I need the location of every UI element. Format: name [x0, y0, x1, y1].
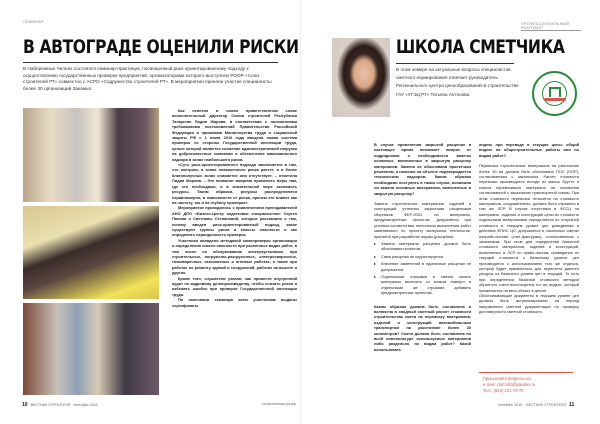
left-footer — [22, 402, 98, 408]
paragraph: Кроме того, слушатели узнали, как провести внутренний аудит по кадровому делопроизводству, чтобы снизить риски и избежать ошибок при проверке Государственной инспекции труда. — [172, 275, 297, 297]
right-page — [300, 0, 600, 424]
list-item: ▸ Внесение изменений в единичные расценки не допускается. — [374, 261, 471, 272]
right-footer — [498, 402, 574, 408]
qa-column-2 — [479, 142, 579, 320]
contact-prompt: Присылайте вопросы на — [483, 376, 531, 381]
magazine-name: ВЕСТНИК СТРОИТЕЛЯ — [526, 403, 566, 407]
list-item: ▸ Отдельными строками в сметах можно материалы включить со знаком «минус» и отдельными же строками добавить предусмотренные проектом. — [374, 274, 471, 296]
list-item: ▸ Сама расценка не корректируется. — [374, 254, 471, 259]
page-number: 10 — [22, 402, 28, 408]
site-url: строительная-ра.рф — [262, 402, 296, 406]
paragraph: По окончании семинара всем участникам выданы сертификаты. — [172, 297, 297, 308]
answer: Замена строительных материалов, изделий и конструкций, учтенных закрытыми расценками сборников ФЕР-2001, на материалы, предусмотренные проектом, допускается при условии соответствия технологии выполнения работ заменяемого по проекту материала технологии, принятой при разработке нормы (расценки): — [374, 201, 471, 239]
qa-column-1 — [374, 142, 471, 357]
page-number: 11 — [568, 402, 575, 408]
contact-info — [483, 376, 577, 394]
paragraph: «Суть риск-ориентированного подхода заключается в том, что контроль в зонах повышенного риска растет, а в более благополучных зонах снижается или отсутствует, – отметила Лидия Жарова. – Это позволит вовремя применять меры там, где это необходимо, и в значительной мере экономить ресурсы. Таким образом, ресурсы распределяются неравномерно, в зависимости от риска, причем это влияет как на частоту, так и на глубину проверок». — [172, 162, 297, 205]
article-title: ШКОЛА СМЕТЧИКА — [396, 36, 565, 58]
article-body — [172, 108, 297, 308]
photo-handshake — [23, 108, 159, 202]
list-item: ▸ Замена материала расценки должна быть обоснована проектом. — [374, 241, 471, 252]
answer: Перевозка строительных материалов на расстояние более 30 км должна быть обоснована ПОС (ПОР), согласованным с заказчиком. Расчет стоимости перевозки производится исходя из массы брутто и класса перевозимого материала на основании согласованной с заказчиком транспортной схемы. При этом стоимость перевозки относится на стоимость материалов, следовательно, должна быть отражена в том же ЛСР. В случае отсутствия в ФССЦ на материалы, изделия и конструкции цены их стоимость отдельными материалами определяется по отпускной стоимости в текущем уровне цен доведенная в действие ФПИС ЦС, допускается в локальных сметах попрайс-листам (счет-фактурам), согласованным с заказчиком. При этом для определения базисной стоимости материалов, изделий и конструкций, включенных в ЛСР по прайс-листам, приведение их текущей стоимости к базисному уровню цен производится с использованием того же индекса, который будет применяться для пересчета данного ресурса из базисного уровня цен в текущий. То есть при определении базисной стоимости методом обратного счета используется тот же индекс, который применяется на весь объект в целом. — [479, 163, 579, 293]
photo-audience — [23, 206, 159, 299]
contact-email[interactable]: e-mail: ctsrt.info@yandex.ru — [483, 382, 536, 387]
article-title: В АВТОГРАДЕ ОЦЕНИЛИ РИСКИ — [23, 36, 299, 58]
title-rule — [23, 62, 278, 63]
article-intro: В этом номере на актуальные вопросы специалистов сметного нормирования отвечает руководитель Регионального центра ценообразования в строительстве ГАУ «УГЭЦ РТ» Татьяна Антонова. — [396, 67, 519, 97]
question: индекс при переводе в текущие цены: общий индекс на общестроительные работы или по видам работ? — [479, 142, 579, 158]
author-photo — [332, 38, 390, 117]
issue-date: сентябрь 2016 — [498, 403, 523, 407]
question: В случае применения закрытой расценки в настоящее время возникает вопрос от подрядчиков о необходимости замены основных, включенных в закрытую расценку материалов. Замена их обоснована проектным решением, а наличие на объекте подтверждается техническим надзором. Каким образом необходимо поступить в таком случае, возможна ли замена основных материалов, включенных в закрытую расценку? — [374, 142, 471, 196]
contact-phone: Тел.: (843) 221-70-70 — [483, 388, 524, 393]
magazine-name: ВЕСТНИК СТРОИТЕЛЯ — [30, 403, 71, 407]
paragraph: Как отметил в своем приветственном слове исполнительный директор Союза строителей Республики Татарстан Лидия Жарова, в соответствии с положениями требованиями постановлений Правительства Российской Федерации и приказами Министерства труда и социальной защиты РФ с 1 июля 2016 года введена новая система проверок со стороны Государственной инспекции труда, целью которой является снижение административной нагрузки на добросовестные компании и обеспечение максимального надзора в зонах наибольшего риска. — [172, 108, 297, 162]
paragraph: Участники овладели методикой самопроверки организации и определения класса опасности при различных видах работ, в том числе по обслуживанию электроустановок, при строительных, погрузочно-разгрузочных, электросварочных, газосварочных, газоопасных и огневых работах, а также при работах по ремонту зданий и сооружений, работах на высоте и других. — [172, 237, 297, 276]
section-label: ПРОФЕССИОНАЛЬНЫЙ РАЗГОВОР — [521, 22, 581, 31]
answer: Обосновывающие документы в текущем уровне цен должны быть актуализированы на период направления сметной документации на проверку достоверности сметной стоимости. — [479, 292, 579, 315]
answer-list — [374, 241, 471, 296]
article-intro: В Набережных Челнах состоялся семинар-практикум, посвященный риск-ориентированному подходу к осуществлению государственных проверок предприятий, организаторами которого выступили РООР «Союз строителей РТ» совместно с АСРО «Содружество строителей РТ». В мероприятии приняли участие специалисты более 30 организаций Закамья. — [23, 66, 272, 91]
organization-logo — [532, 71, 577, 116]
section-label: СЕМИНАР — [23, 20, 44, 24]
photo-speakers — [23, 303, 159, 395]
title-rule — [396, 63, 514, 64]
paragraph: Мероприятие проводилось с привлечением преподавателей АНО ДПО «Бизнес-Центр подготовки специалистов» Сергея Панова и Светланы Степановой, которые рассказали о том, почему введен риск-ориентированный подход, какие существуют группы риска и классы опасности и как определить периодичность проверок. — [172, 205, 297, 238]
contact-rule — [479, 372, 573, 373]
question: Каким образом должна быть составлена и включена в сводный сметный расчет стоимости строительства смета на перевозку материалов, изделий и конструкций автомобильным транспортом на расстояние более 30 километров? Смета должна быть составлена по всей номенклатуре используемых материалов либо раздельно по видам работ? Какой использовать — [374, 303, 471, 352]
issue-date: сентябрь 2016 — [73, 403, 98, 407]
